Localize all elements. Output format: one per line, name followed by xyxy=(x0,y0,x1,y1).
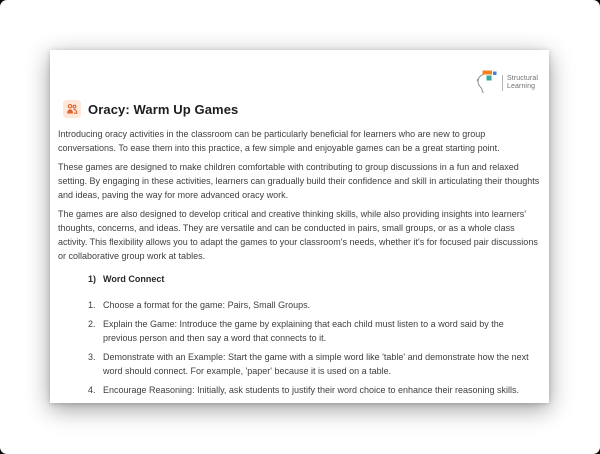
list-item-text: Explain the Game: Introduce the game by explaining that each child must listen to a word said by the previous person and then say a word that connects to it. xyxy=(103,319,504,343)
page-title: Oracy: Warm Up Games xyxy=(88,101,239,117)
section-heading-word-connect xyxy=(88,274,540,284)
word-connect-steps-list xyxy=(88,298,540,397)
brand-name-line2: Learning xyxy=(507,83,536,90)
list-item xyxy=(88,298,540,312)
paragraph-purpose: These games are designed to make children comfortable with contributing to group discussions in a fun and relaxed setting. By engaging in these activities, learners can gradually build their confidence and skill in articulating their thoughts and ideas, paving the way for more advanced oracy work. xyxy=(58,162,540,200)
document-page xyxy=(50,50,549,403)
intro-paragraphs xyxy=(58,127,540,263)
paragraph-intro: Introducing oracy activities in the classroom can be particularly beneficial for learners who are new to group conversations. To ease them into this practice, a few simple and enjoyable games can be a great starting point. xyxy=(58,129,500,153)
list-item xyxy=(88,317,540,345)
list-item-number: 3. xyxy=(88,352,96,362)
list-item-text: Demonstrate with an Example: Start the game with a simple word like 'table' and demonstrate how the next word should connect. For example, 'paper' because it is used on a table. xyxy=(103,352,529,376)
section-number: 1) xyxy=(88,274,97,284)
title-row xyxy=(63,100,540,118)
brand-name-line1: Structural xyxy=(507,75,538,82)
brand-logo xyxy=(474,67,538,99)
list-item-number: 2. xyxy=(88,319,96,329)
brand-logo-text xyxy=(502,75,538,91)
structural-learning-hand-icon xyxy=(474,67,498,99)
list-item xyxy=(88,350,540,378)
list-item-text: Encourage Reasoning: Initially, ask students to justify their word choice to enhance their reasoning skills. xyxy=(103,385,520,395)
oracy-group-icon xyxy=(63,100,81,118)
list-item-number: 4. xyxy=(88,385,96,395)
list-item xyxy=(88,383,540,397)
list-item-number: 1. xyxy=(88,300,96,310)
paragraph-flexibility: The games are also designed to develop critical and creative thinking skills, while also providing insights into learners' thoughts, concerns, and ideas. They are versatile and can be conducted in pairs, small groups, or as a whole class activity. This flexibility allows you to adapt the games to your classroom's needs, whether it's for focused pair discussions or collaborative group work at tables. xyxy=(58,209,538,261)
list-item-text: Choose a format for the game: Pairs, Small Groups. xyxy=(103,300,311,310)
section-title: Word Connect xyxy=(103,274,165,284)
